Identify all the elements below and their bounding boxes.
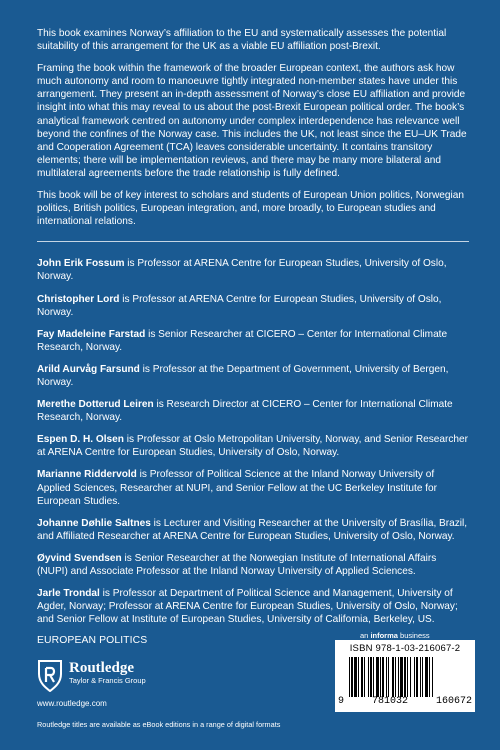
author-description: is Research Director at CICERO – Center for International Climate Research, Norway.	[37, 399, 453, 424]
author-bio	[37, 257, 469, 283]
author-name: Espen D. H. Olsen	[37, 434, 124, 446]
author-bio	[37, 468, 469, 507]
summary-paragraph-3: This book will be of key interest to scholars and students of European Union politics, Norwegian politics, British politics, European integration, and, more broadly, to European studies and international relations.	[37, 190, 464, 228]
author-description: is Professor at the Department of Government, University of Bergen, Norway.	[37, 363, 449, 388]
author-bio	[37, 552, 469, 578]
author-name: Jarle Trondal	[37, 588, 100, 600]
author-bio	[37, 517, 469, 543]
barcode-digits	[338, 696, 472, 707]
author-name: Marianne Riddervold	[37, 469, 137, 481]
author-description: is Senior Researcher at CICERO – Center for International Climate Research, Norway.	[37, 328, 448, 353]
author-bio	[37, 433, 469, 459]
barcode-digit-group: 9	[338, 696, 345, 707]
author-name: Øyvind Svendsen	[37, 552, 122, 564]
publisher-logo	[37, 660, 146, 692]
summary-paragraph-2: Framing the book within the framework of the broader European context, the authors ask how much autonomy and room to manoeuvre tightly integrated non-member states have under this arrangement. They present an in-depth assessment of Norway’s close EU affiliation and provide insight into what this may reveal to us about the post-Brexit European political order. The book’s analytical framework centred on autonomy under complex interdependence has relevance well beyond the confines of the Norway case. This includes the UK, not least since the EU–UK Trade and Cooperation Agreement (TCA) leaves considerable uncertainty. It contains transitory elements; there will be implementation reviews, and there may be many more bilateral and multilateral agreements before the trade relationship is fully defined.	[37, 63, 467, 179]
publisher-website: www.routledge.com	[37, 699, 107, 708]
author-description: is Professor at ARENA Centre for European Studies, University of Oslo, Norway.	[37, 258, 447, 283]
author-name: Christopher Lord	[37, 293, 120, 305]
author-bio	[37, 363, 469, 389]
author-bio	[37, 398, 469, 424]
author-name: Johanne Døhlie Saltnes	[37, 517, 151, 529]
series-name: EUROPEAN POLITICS	[37, 635, 148, 646]
author-bio	[37, 587, 469, 626]
author-bio	[37, 293, 469, 319]
summary-paragraph-1: This book examines Norway’s affiliation to the EU and systematically assesses the potential suitability of this arrangement for the UK as a viable EU affiliation post-Brexit.	[37, 28, 447, 53]
informa-business-label: an informa business	[360, 631, 430, 640]
author-bios	[37, 257, 469, 626]
author-name: John Erik Fossum	[37, 258, 125, 270]
author-name: Arild Aurvåg Farsund	[37, 363, 140, 375]
author-bio	[37, 328, 469, 354]
barcode-digit-group: 160672	[435, 696, 472, 707]
back-cover-text	[37, 27, 469, 635]
author-name: Fay Madeleine Farstad	[37, 328, 146, 340]
divider	[37, 241, 469, 242]
author-description: is Professor of Political Science at the Inland Norway University of Applied Sciences, Researcher at NUPI, and Senior Fellow at the UC Berkeley Institute for European Studies.	[37, 469, 438, 507]
author-description: is Senior Researcher at the Norwegian Institute of International Affairs (NUPI) and Associate Professor at the Inland Norway University of Applied Sciences.	[37, 552, 437, 577]
author-description: is Professor at Oslo Metropolitan University, Norway, and Senior Researcher at ARENA Centre for European Studies, University of Oslo, Norway.	[37, 434, 469, 459]
publisher-subtitle: Taylor & Francis Group	[69, 676, 146, 685]
barcode-icon	[349, 657, 465, 697]
isbn-label: ISBN 978-1-03-216067-2	[349, 643, 461, 654]
author-description: is Professor at ARENA Centre for European Studies, University of Oslo, Norway.	[37, 293, 442, 318]
ebook-note: Routledge titles are available as eBook editions in a range of digital formats	[37, 720, 281, 729]
barcode-panel	[335, 640, 475, 712]
routledge-logo-icon	[37, 660, 63, 692]
publisher-name: Routledge	[69, 660, 134, 676]
barcode-digit-group: 781032	[371, 696, 408, 707]
author-description: is Professor at Department of Political Science and Management, University of Agder, Norway; Professor at ARENA Centre for European Studies, University of Oslo, Norway; and Senior Fellow at Institute of European Studies, University of California, Berkeley, US.	[37, 588, 458, 626]
author-name: Merethe Dotterud Leiren	[37, 399, 154, 411]
author-description: is Lecturer and Visiting Researcher at the University of Brasília, Brazil, and Affiliated Researcher at ARENA Centre for European Studies, University of Oslo, Norway.	[37, 517, 468, 542]
